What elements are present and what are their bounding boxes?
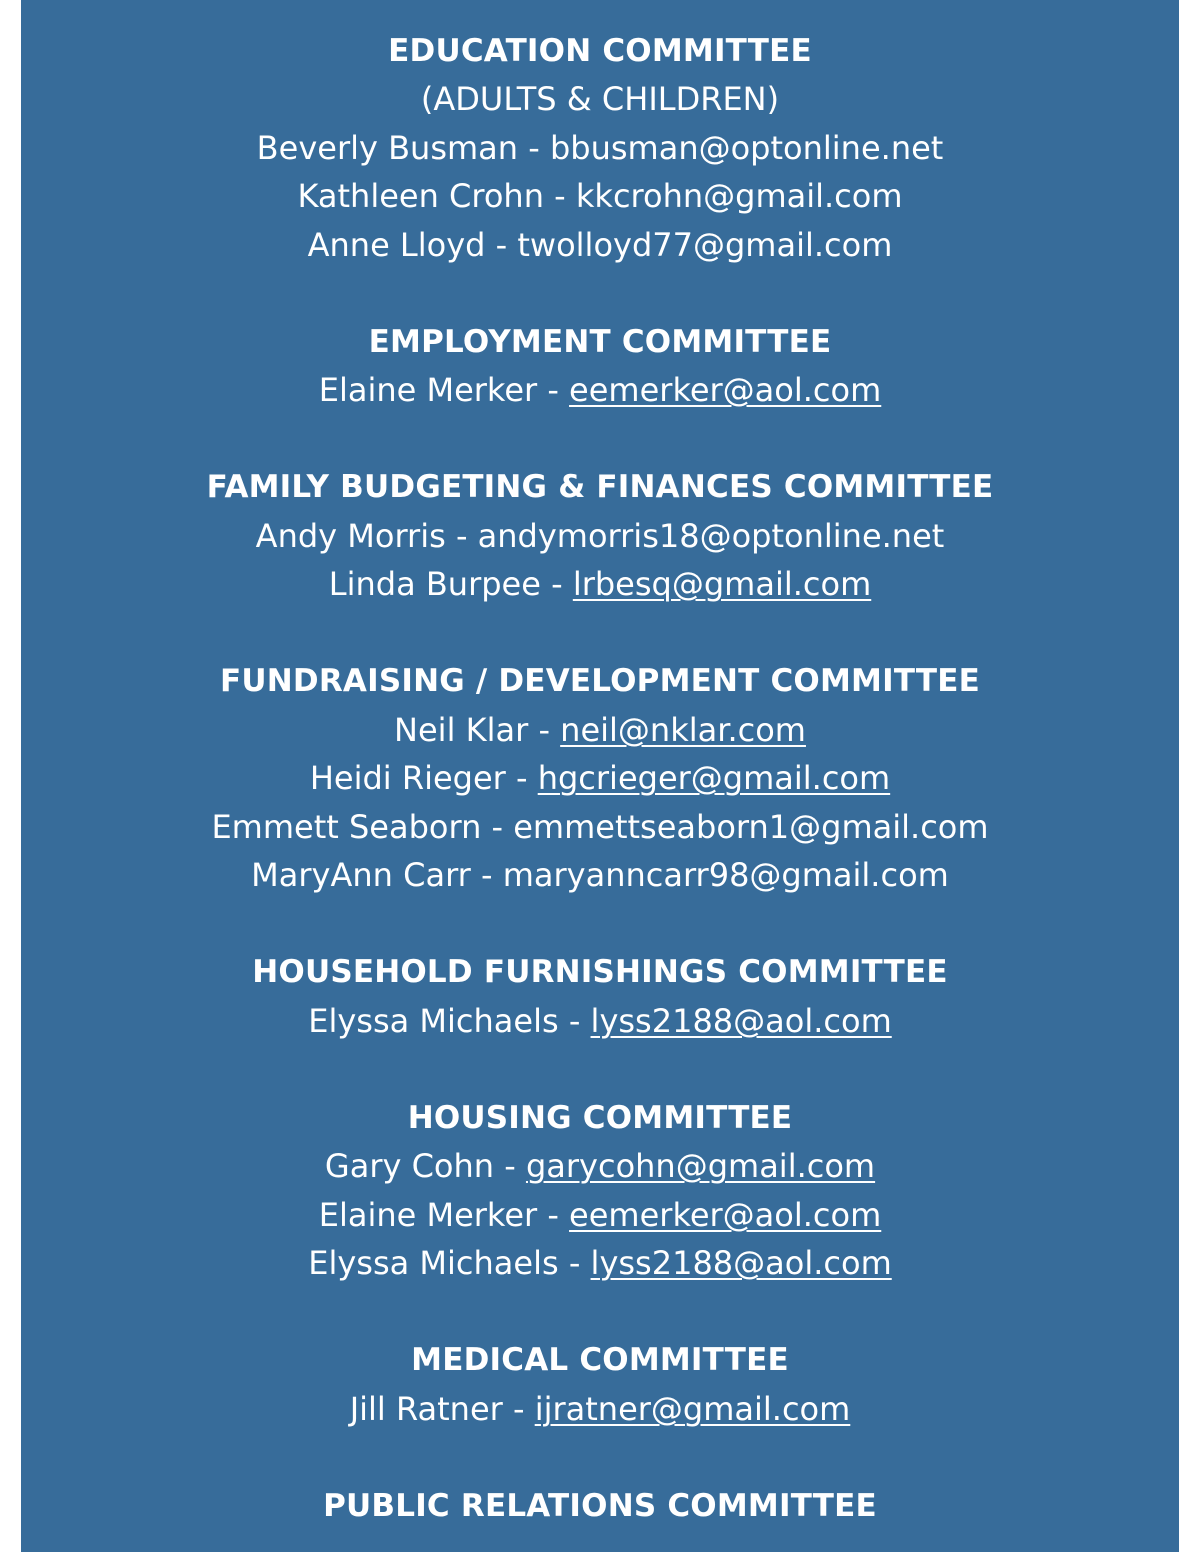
member-name: Elyssa Michaels [308,1244,559,1282]
member-entry [21,1146,1179,1186]
member-email[interactable]: emmettseaborn1@gmail.com [513,808,989,846]
committee-heading-public-relations: PUBLIC RELATIONS COMMITTEE [323,1488,877,1524]
member-entry [21,128,1179,168]
committee-heading-employment: EMPLOYMENT COMMITTEE [368,324,832,360]
committee-heading-family-budgeting: FAMILY BUDGETING & FINANCES COMMITTEE [206,469,994,505]
member-name: MaryAnn Carr [251,856,471,894]
member-entry [21,1389,1179,1429]
committee-heading-education: EDUCATION COMMITTEE [388,33,812,69]
member-email-link[interactable]: garycohn@gmail.com [525,1147,876,1185]
member-name: Linda Burpee [328,565,541,603]
member-name: Anne Lloyd [307,226,486,264]
member-entry [21,855,1179,895]
member-email-link[interactable]: hgcrieger@gmail.com [537,759,891,797]
separator: - [558,1002,591,1040]
separator: - [537,1196,570,1234]
member-entry [21,516,1179,556]
member-name: Neil Klar [394,711,529,749]
separator: - [494,1147,526,1185]
committee-directory-panel [21,0,1179,1552]
separator: - [445,517,478,555]
member-name: Jill Ratner [349,1390,503,1428]
separator: - [481,808,514,846]
separator: - [470,856,503,894]
member-entry [21,564,1179,604]
committee-heading-household-furnishings: HOUSEHOLD FURNISHINGS COMMITTEE [252,954,948,990]
committee-heading-fundraising: FUNDRAISING / DEVELOPMENT COMMITTEE [220,663,980,699]
separator: - [537,371,570,409]
member-entry [21,225,1179,265]
member-entry [21,807,1179,847]
separator: - [528,711,561,749]
member-entry [21,176,1179,216]
member-entry [21,370,1179,410]
separator: - [518,129,550,167]
member-email[interactable]: andymorris18@optonline.net [477,517,945,555]
member-name: Heidi Rieger [309,759,506,797]
member-email-link[interactable]: lyss2188@aol.com [590,1002,892,1040]
member-email[interactable]: kkcrohn@gmail.com [575,177,903,215]
member-name: Elaine Merker [318,371,538,409]
member-entry [21,758,1179,798]
member-name: Kathleen Crohn [297,177,544,215]
member-email[interactable]: bbusman@optonline.net [549,129,944,167]
member-email-link[interactable]: eemerker@aol.com [569,1196,882,1234]
member-email-link[interactable]: lrbesq@gmail.com [572,565,872,603]
separator: - [505,759,538,797]
member-name: Elaine Merker [318,1196,538,1234]
committee-heading-housing: HOUSING COMMITTEE [407,1100,793,1136]
committee-subheading-education: (ADULTS & CHILDREN) [420,80,780,118]
separator: - [502,1390,535,1428]
member-entry [21,1195,1179,1235]
member-name: Andy Morris [255,517,446,555]
member-entry [21,1001,1179,1041]
member-email-link[interactable]: ijratner@gmail.com [534,1390,851,1428]
member-entry [21,710,1179,750]
member-email-link[interactable]: eemerker@aol.com [569,371,882,409]
member-email[interactable]: twolloyd77@gmail.com [517,226,893,264]
separator: - [543,177,576,215]
separator: - [558,1244,591,1282]
committee-heading-medical: MEDICAL COMMITTEE [411,1342,789,1378]
separator: - [540,565,573,603]
separator: - [485,226,518,264]
member-name: Elyssa Michaels [308,1002,559,1040]
member-name: Emmett Seaborn [211,808,482,846]
member-entry [21,1243,1179,1283]
member-name: Beverly Busman [256,129,519,167]
member-email[interactable]: maryanncarr98@gmail.com [502,856,949,894]
member-name: Gary Cohn [324,1147,495,1185]
member-email-link[interactable]: lyss2188@aol.com [590,1244,892,1282]
member-email-link[interactable]: neil@nklar.com [560,711,806,749]
